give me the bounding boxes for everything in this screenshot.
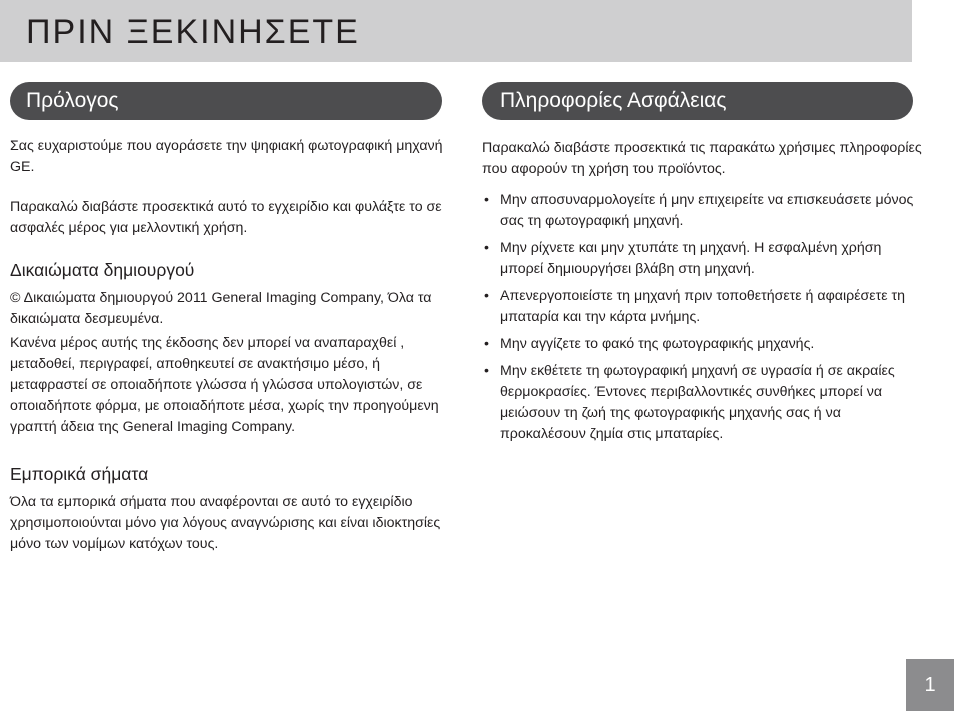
header-band (0, 0, 912, 62)
safety-intro: Παρακαλώ διαβάστε προσεκτικά τις παρακάτω χρήσιμες πληροφορίες που αφορούν τη χρήση του προϊόντος. (482, 140, 922, 177)
safety-item: • Μην αποσυναρμολογείτε ή μην επιχειρείτε να επισκευάσετε μόνος σας τη φωτογραφική μηχανή. (482, 190, 922, 232)
trademarks-body: Όλα τα εμπορικά σήματα που αναφέρονται σε αυτό το εγχειρίδιο χρησιμοποιούνται μόνο για λόγους αναγνώρισης και είναι ιδιοκτησίες μόνο των νομίμων κατόχων τους. (10, 494, 441, 552)
safety-item: • Μην εκθέτετε τη φωτογραφική μηχανή σε υγρασία ή σε ακραίες θερμοκρασίες. Έντονες περιβαλλοντικές συνθήκες μπορεί να μειώσουν τη ζωή της φωτογραφικής μηχανής σας ή να προκαλέσουν ζημία στις μπαταρίες. (482, 361, 922, 445)
page-number: 1 (906, 659, 954, 711)
copyright-heading: Δικαιώματα δημιουργού (10, 260, 195, 280)
safety-item: • Μην ρίχνετε και μην χτυπάτε τη μηχανή. Η εσφαλμένη χρήση μπορεί δημιουργήσει βλάβη στη μηχανή. (482, 238, 922, 280)
preface-paragraph-1: Σας ευχαριστούμε που αγοράσετε την ψηφιακή φωτογραφική μηχανή GE. (10, 138, 443, 175)
safety-heading: Πληροφορίες Ασφάλειας (482, 82, 913, 120)
safety-item: • Απενεργοποιείστε τη μηχανή πριν τοποθετήσετε ή αφαιρέσετε τη μπαταρία και την κάρτα μνήμης. (482, 286, 922, 328)
preface-paragraph-2: Παρακαλώ διαβάστε προσεκτικά αυτό το εγχειρίδιο και φυλάξτε το σε ασφαλές μέρος για μελλοντική χρήση. (10, 199, 442, 236)
safety-item: • Μην αγγίζετε το φακό της φωτογραφικής μηχανής. (482, 334, 922, 355)
trademarks-heading: Εμπορικά σήματα (10, 464, 149, 484)
left-column (10, 136, 448, 555)
right-column (482, 138, 922, 445)
page-title: ΠΡΙΝ ΞΕΚΙΝΗΣΕΤΕ (26, 13, 360, 51)
safety-list (482, 190, 922, 445)
copyright-body: Κανένα μέρος αυτής της έκδοσης δεν μπορεί να αναπαραχθεί , μεταδοθεί, περιγραφεί, αποθηκευτεί σε ανακτήσιμο μέσο, ή μεταφραστεί σε οποιαδήποτε γλώσσα ή γλώσσα υπολογιστών, σε οποιαδήποτε φόρμα, με οποιαδήποτε μέσα, χωρίς την προηγούμενη γραπτή άδεια της General Imaging Company. (10, 335, 439, 435)
preface-heading: Πρόλογος (10, 82, 442, 120)
copyright-notice: © Δικαιώματα δημιουργού 2011 General Imaging Company, Όλα τα δικαιώματα δεσμευμένα. (10, 290, 432, 327)
